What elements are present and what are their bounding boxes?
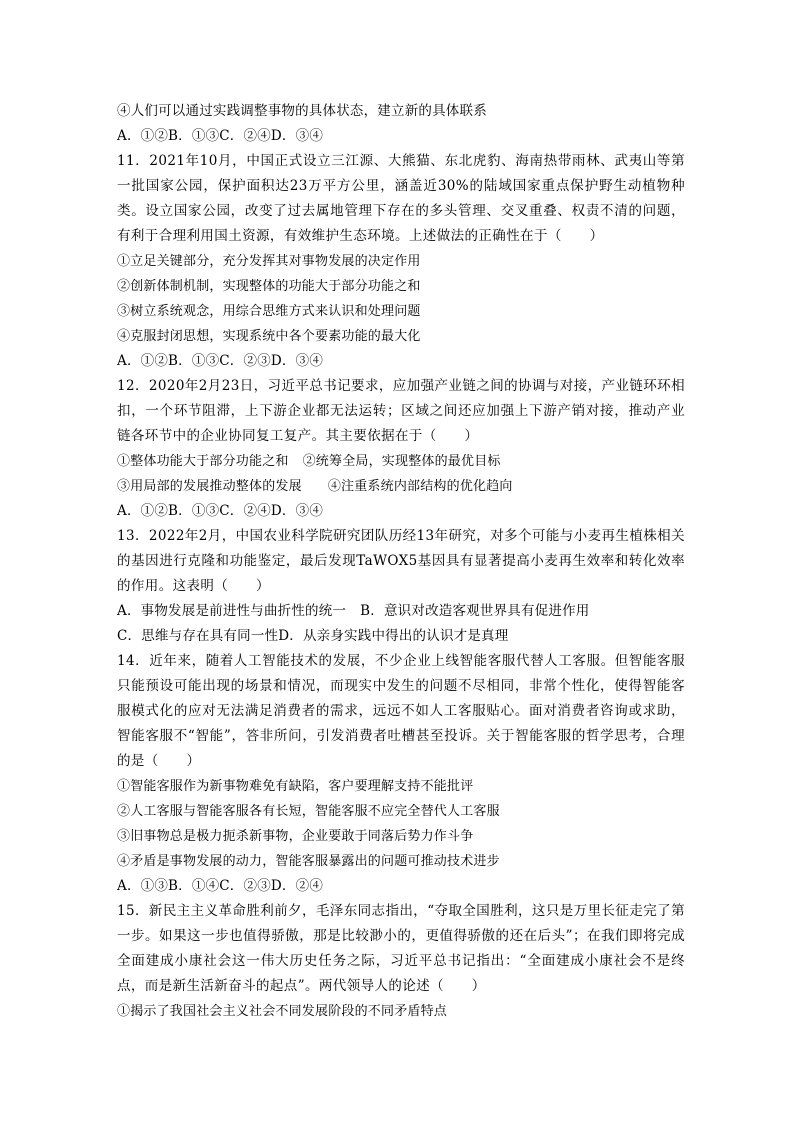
question-15-option-1: ①揭示了我国社会主义社会不同发展阶段的不同矛盾特点 — [117, 1004, 448, 1019]
question-11-option-1: ①立足关键部分，充分发挥其对事物发展的决定作用 — [117, 254, 421, 269]
question-12: 12．2020年2月23日，习近平总书记要求，应加强产业链之间的协调与对接，产业链环环相扣，一个环节阻滞，上下游企业都无法运转；区域之间还应加强上下游产销对接，推动产业链各环节中的企业协同复工复产。其主要依据在于（ ） — [117, 378, 685, 444]
question-11-option-4: ④克服封闭思想，实现系统中各个要素功能的最大化 — [117, 329, 421, 344]
exam-content — [117, 99, 685, 1024]
question-14-option-1: ①智能客服作为新事物难免有缺陷，客户要理解支持不能批评 — [117, 779, 474, 794]
question-11-answer-choices: A．①②B．①③C．②③D．③④ — [117, 353, 324, 369]
question-11-option-3: ③树立系统观念，用综合思维方式来认识和处理问题 — [117, 304, 421, 319]
question-14-option-4: ④矛盾是事物发展的动力，智能客服暴露出的问题可推动技术进步 — [117, 854, 500, 869]
question-13-option-b: B．意识对改造客观世界具有促进作用 — [360, 603, 590, 619]
question-12-option-4: ④注重系统内部结构的优化趋向 — [327, 479, 513, 494]
answer-choices: A．①②B．①③C．②④D．③④ — [117, 128, 324, 144]
question-12-options-row-1 — [117, 449, 685, 474]
question-12-answer-choices: A．①②B．①③C．②④D．③④ — [117, 503, 324, 519]
question-14: 14．近年来，随着人工智能技术的发展，不少企业上线智能客服代替人工客服。但智能客服只能预设可能出现的场景和情况，而现实中发生的问题不尽相同，非常个性化，使得智能客服模式化的应对无法满足消费者的需求，远远不如人工客服贴心。面对消费者咨询或求助，智能客服不“智能”，答非所问，引发消费者吐槽甚至投诉。关于智能客服的哲学思考，合理的是（ ） — [117, 653, 685, 769]
question-12-options-row-2 — [117, 474, 685, 499]
question-12-option-3: ③用局部的发展推动整体的发展 — [117, 479, 302, 494]
question-14-answer-choices: A．①③B．①④C．②③D．②④ — [117, 878, 324, 894]
question-11: 11．2021年10月，中国正式设立三江源、大熊猫、东北虎豹、海南热带雨林、武夷山等第一批国家公园，保护面积达23万平方公里，涵盖近30%的陆域国家重点保护野生动植物种类。设立国家公园，改变了过去属地管理下存在的多头管理、交叉重叠、权责不清的问题，有利于合理利用国土资源，有效维护生态环境。上述做法的正确性在于（ ） — [117, 153, 685, 244]
question-13-options-row-1 — [117, 599, 685, 624]
question-13: 13．2022年2月，中国农业科学院研究团队历经13年研究，对多个可能与小麦再生植株相关的基因进行克隆和功能鉴定，最后发现TaWOX5基因具有显著提高小麦再生效率和转化效率的作用。这表明（ ） — [117, 528, 685, 594]
option-line: ④人们可以通过实践调整事物的具体状态，建立新的具体联系 — [117, 103, 487, 119]
question-13-options-row-2: C．思维与存在具有同一性D．从亲身实践中得出的认识才是真理 — [117, 628, 509, 644]
question-11-option-2: ②创新体制机制，实现整体的功能大于部分功能之和 — [117, 279, 421, 294]
question-12-option-1: ①整体功能大于部分功能之和 — [117, 454, 289, 469]
question-14-option-2: ②人工客服与智能客服各有长短，智能客服不应完全替代人工客服 — [117, 804, 500, 819]
question-15: 15．新民主主义革命胜利前夕，毛泽东同志指出，“夺取全国胜利，这只是万里长征走完了第一步。如果这一步也值得骄傲，那是比较渺小的，更值得骄傲的还在后头”；在我们即将完成全面建成小康社会这一伟大历史任务之际，习近平总书记指出：“全面建成小康社会不是终点，而是新生活新奋斗的起点”。两代领导人的论述（ ） — [117, 903, 685, 994]
question-12-option-2: ②统筹全局，实现整体的最优目标 — [302, 454, 501, 469]
question-13-option-a: A．事物发展是前进性与曲折性的统一 — [117, 603, 347, 619]
question-14-option-3: ③旧事物总是极力扼杀新事物，企业要敢于同落后势力作斗争 — [117, 829, 474, 844]
